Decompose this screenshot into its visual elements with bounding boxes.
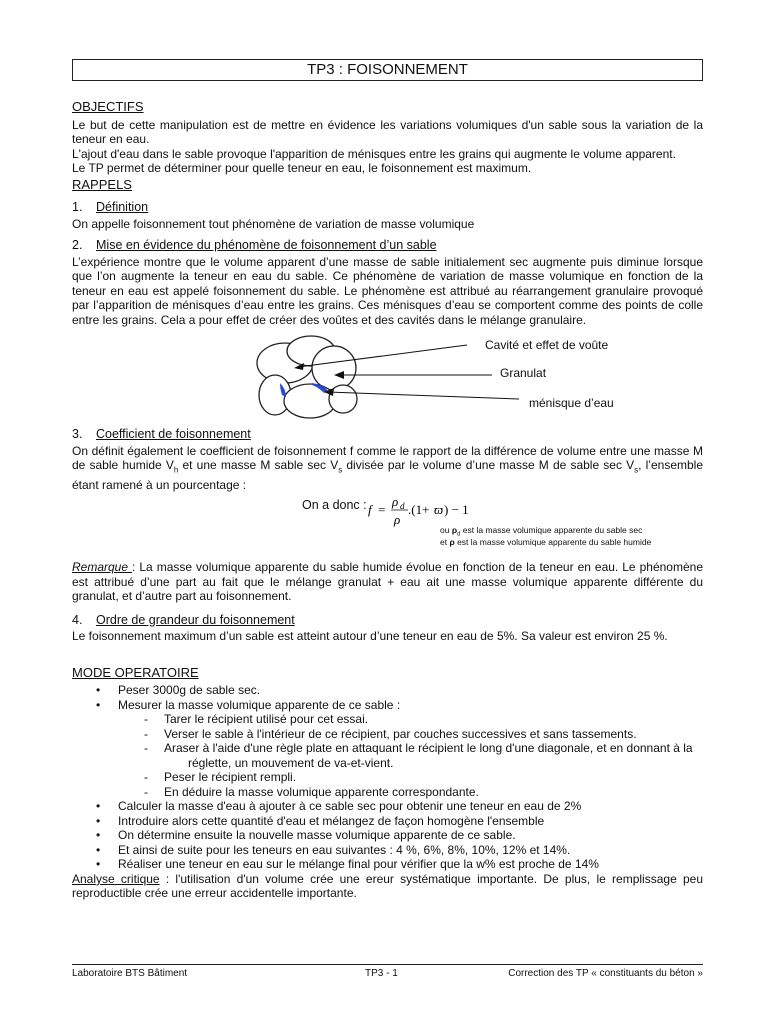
- remarque-label: Remarque: [72, 560, 133, 575]
- section-2-heading: [72, 238, 703, 253]
- footer-left: Laboratoire BTS Bâtiment: [72, 968, 188, 979]
- remarque-paragraph: [72, 560, 703, 604]
- section-1-title: Définition: [96, 200, 149, 214]
- formula-intro: On a donc :: [302, 498, 367, 513]
- step-measure: Mesurer la masse volumique apparente de ce sable :: [118, 697, 401, 712]
- list-item: - Tarer le récipient utilisé pour cet essai.: [144, 712, 369, 727]
- note1-prefix: ou: [440, 525, 452, 536]
- substep-weigh-filled: Peser le récipient rempli.: [164, 770, 297, 785]
- substep-deduce: En déduire la masse volumique apparente correspondante.: [164, 784, 479, 799]
- section-3-text-c: divisée par le volume d’une masse M de sable sec V: [342, 458, 635, 472]
- list-item: - Araser à l'aide d'une règle plate en attaquant le récipient le long d'une diagonale, et en donnant à la réglette, un mouvement de va-et-vient.: [72, 741, 703, 770]
- section-3-text-a: On définit également le coefficient de foisonnement f comme le rapport de la différence de volume entre une masse M de sable humide V: [72, 443, 703, 472]
- section-2-number: 2.: [72, 238, 83, 252]
- formula-block: [72, 492, 703, 554]
- substep-pour: Verser le sable à l'intérieur de ce récipient, par couches successives et sans tassements.: [164, 726, 637, 741]
- grain-3: [312, 346, 356, 390]
- section-4-heading: [72, 613, 703, 628]
- analyse-text: : l'utilisation d'un volume crée une ereur systématique importante. De plus, le remplissage peu reproductible crée une erreur accidentelle importante.: [72, 871, 703, 901]
- section-4-text: Le foisonnement maximum d’un sable est atteint autour d’une teneur en eau de 5%. Sa valeur est environ 25 %.: [72, 629, 668, 644]
- list-item: • Réaliser une teneur en eau sur le mélange final pour vérifier que la w% est proche de 14%: [96, 857, 599, 872]
- step-repeat: Et ainsi de suite pour les teneurs en eau suivantes : 4 %, 6%, 8%, 10%, 12% et 14%.: [118, 842, 571, 857]
- figure-label-cavity: Cavité et effet de voûte: [485, 338, 609, 352]
- objectifs-heading: OBJECTIFS: [72, 99, 144, 114]
- svg-text:) − 1: ) − 1: [444, 502, 469, 518]
- step-verify: Réaliser une teneur en eau sur le mélange final pour vérifier que la w% est proche de 14%: [118, 857, 599, 872]
- objectifs-paragraph-2: L'ajout d'eau dans le sable provoque l'apparition de ménisques entre les grains qui augmente le volume apparent.: [72, 146, 676, 161]
- section-1-number: 1.: [72, 200, 83, 214]
- list-item: • Peser 3000g de sable sec.: [96, 683, 261, 698]
- svg-text:ρ: ρ: [394, 512, 401, 528]
- svg-text:.(1+: .(1+: [408, 502, 430, 518]
- section-3-title: Coefficient de foisonnement: [96, 427, 251, 441]
- subscript-h: h: [173, 465, 179, 475]
- list-item: - Verser le sable à l'intérieur de ce récipient, par couches successives et sans tassements.: [144, 726, 637, 741]
- section-1-heading: [72, 200, 703, 215]
- objectifs-paragraph-1: Le but de cette manipulation est de mettre en évidence les variations volumiques d'un sable sous la variation de la teneur en eau.: [72, 117, 703, 146]
- list-item: • On détermine ensuite la nouvelle masse volumique apparente de ce sable.: [96, 828, 516, 843]
- formula-note-2: [440, 537, 651, 548]
- page-footer: [72, 964, 703, 982]
- svg-text:=: =: [378, 502, 386, 518]
- procedure-list-2: [72, 799, 703, 872]
- list-item: - En déduire la masse volumique apparente correspondante.: [144, 784, 479, 799]
- section-1-text: On appelle foisonnement tout phénomène de variation de masse volumique: [72, 216, 475, 231]
- figure-label-granulat: Granulat: [500, 366, 547, 380]
- sub-procedure-list: [72, 712, 703, 799]
- subscript-s: s: [338, 465, 343, 475]
- svg-text:f: f: [368, 502, 372, 518]
- note2-symbol: ρ: [449, 537, 455, 548]
- section-3-text: [72, 444, 703, 493]
- footer-page-number: TP3 - 1: [365, 968, 398, 979]
- substep-tare: Tarer le récipient utilisé pour cet essai.: [164, 712, 369, 727]
- list-item: • Calculer la masse d'eau à ajouter à ce sable sec pour obtenir une teneur en eau de 2%: [96, 799, 582, 814]
- section-3-text-d: , l’ensemble étant ramené à un pourcentage :: [72, 458, 703, 492]
- step-water-mass: Calculer la masse d'eau à ajouter à ce sable sec pour obtenir une teneur en eau de 2%: [118, 799, 582, 814]
- svg-text:ϖ: ϖ: [434, 502, 444, 518]
- note1-text: est la masse volumique apparente du sable sec: [460, 525, 643, 536]
- section-3-text-b: et une masse M sable sec V: [178, 458, 339, 472]
- remarque-text: : La masse volumique apparente du sable humide évolue en fonction de la teneur en eau. Le phénomène est attribué d’une part au fait que le mélange granulat + eau ait une masse volumique apparente différente du granulat, et d’autre part au foisonnement.: [72, 560, 703, 604]
- step-weigh: Peser 3000g de sable sec.: [118, 683, 261, 698]
- analyse-label: Analyse critique: [72, 871, 160, 886]
- procedure-list: [72, 683, 703, 712]
- section-2-title: Mise en évidence du phénomène de foisonnement d’un sable: [96, 238, 437, 252]
- subscript-s-2: s: [634, 465, 639, 475]
- section-3-number: 3.: [72, 427, 83, 441]
- analyse-critique-paragraph: [72, 872, 703, 901]
- svg-text:ρ: ρ: [392, 494, 399, 510]
- objectifs-paragraph-3: Le TP permet de déterminer pour quelle teneur en eau, le foisonnement est maximum.: [72, 161, 532, 175]
- rappels-heading: RAPPELS: [72, 176, 132, 192]
- svg-text:d: d: [400, 501, 405, 512]
- note1-symbol: ρ: [451, 525, 458, 536]
- list-item: - Peser le récipient rempli.: [144, 770, 297, 785]
- note2-text: est la masse volumique apparente du sable humide: [454, 537, 652, 548]
- substep-level: Araser à l'aide d'une règle plate en attaquant le récipient le long d'une diagonale, et en donnant à la: [164, 741, 693, 756]
- section-4-title: Ordre de grandeur du foisonnement: [96, 612, 295, 627]
- list-item: • Et ainsi de suite pour les teneurs en eau suivantes : 4 %, 6%, 8%, 10%, 12% et 14%.: [96, 842, 571, 857]
- granular-figure: [72, 333, 703, 421]
- list-item: • Introduire alors cette quantité d'eau et mélangez de façon homogène l'ensemble: [96, 813, 545, 828]
- mode-operatoire-heading: MODE OPERATOIRE: [72, 664, 199, 680]
- section-2-text: L’expérience montre que le volume apparent d’une masse de sable initialement sec augmente puis diminue lorsque que l’on augmente la teneur en eau du sable. Ce phénomène de variation de masse volumique en fonction de la teneur en eau est appelé foisonnement du sable. Le phénomène est attribué au réarrangement granulaire provoqué par l’apparition de ménisques d’eau entre les grains. Ces ménisques d’eau se comportent comme des points de colle entre les grains. Cela a pour effet de créer des voûtes et des cavités dans le mélange granulaire.: [72, 254, 703, 327]
- figure-label-menisque: ménisque d’eau: [529, 396, 614, 410]
- step-new-density: On détermine ensuite la nouvelle masse volumique apparente de ce sable.: [118, 828, 516, 843]
- section-4-number: 4.: [72, 612, 83, 627]
- page-title: TP3 : FOISONNEMENT: [72, 59, 703, 81]
- substep-level-cont: réglette, un mouvement de va-et-vient.: [188, 755, 394, 770]
- note2-prefix: et: [440, 537, 450, 548]
- step-introduce: Introduire alors cette quantité d'eau et mélangez de façon homogène l'ensemble: [118, 813, 545, 828]
- document-page: [72, 59, 703, 901]
- list-item: • Mesurer la masse volumique apparente de ce sable :: [96, 697, 401, 712]
- grain-5: [284, 384, 336, 418]
- footer-right: Correction des TP « constituants du béton »: [508, 968, 703, 979]
- section-3-heading: [72, 427, 703, 442]
- note1-subscript: d: [457, 532, 461, 539]
